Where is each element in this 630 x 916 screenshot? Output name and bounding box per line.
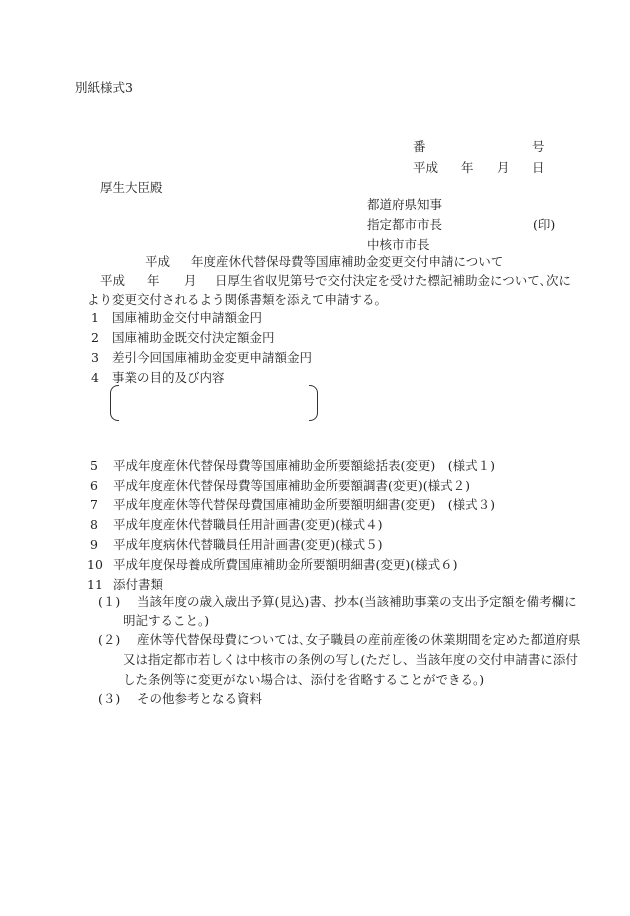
seal-mark: (印) — [533, 217, 556, 232]
item-number: 6 — [90, 478, 98, 493]
item-text: 国庫補助金既交付決定額金円 — [112, 330, 275, 345]
item-text: 事業の目的及び内容 — [112, 370, 225, 385]
attachment-text: 当該年度の歳入歳出予算(見込)書、抄本(当該補助事業の支出予定額を備考欄に — [137, 594, 577, 609]
item-text: 平成年度産休代替職員任用計画書(変更)(様式４) — [113, 517, 383, 532]
item-number: 4 — [91, 370, 99, 385]
date-era: 平成 — [413, 160, 439, 175]
item-number: 11 — [87, 577, 103, 592]
addressee: 厚生大臣殿 — [100, 180, 163, 195]
body-era: 平成 — [100, 273, 126, 288]
item-text: 平成年度産休代替保母費等国庫補助金所要額調書(変更)(様式２) — [113, 478, 471, 493]
form-label: 別紙様式3 — [75, 80, 133, 95]
number-prefix: 番 — [413, 139, 426, 154]
right-bracket — [309, 385, 318, 421]
attachment-text: 明記すること。) — [123, 613, 210, 628]
attachment-text: その他参考となる資料 — [137, 691, 263, 706]
attachment-number: (３) — [98, 691, 121, 706]
item-number: 10 — [87, 557, 103, 572]
item-number: 1 — [91, 310, 99, 325]
body-line-1: 日厚生省収児第号で交付決定を受けた標記補助金について､次に — [215, 273, 572, 288]
item-text: 国庫補助金交付申請額金円 — [112, 310, 263, 325]
document-title: 年度産休代替保母費等国庫補助金変更交付申請について — [191, 254, 504, 269]
item-text: 平成年度病休代替職員任用計画書(変更)(様式５) — [113, 537, 383, 552]
number-suffix: 号 — [532, 139, 545, 154]
attachment-number: (１) — [98, 594, 121, 609]
item-number: 3 — [91, 350, 99, 365]
item-text: 添付書類 — [113, 577, 164, 592]
item-number: 7 — [90, 497, 98, 512]
item-text: 平成年度産休等代替保母費国庫補助金所要額明細書(変更) (様式３) — [113, 497, 496, 512]
date-day: 日 — [532, 160, 545, 175]
attachment-text: した条例等に変更がない場合は、添付を省略することができる。) — [123, 672, 485, 687]
sender-prefecture: 都道府県知事 — [367, 197, 443, 212]
body-month: 月 — [184, 273, 197, 288]
item-number: 5 — [90, 458, 98, 473]
sender-core-city: 中核市市長 — [367, 237, 430, 252]
sender-designated-city: 指定都市市長 — [367, 217, 443, 232]
body-year: 年 — [147, 273, 160, 288]
item-text: 平成年度産休代替保母費等国庫補助金所要額総括表(変更) (様式１) — [113, 458, 496, 473]
title-era: 平成 — [145, 254, 171, 269]
attachment-text: 又は指定都市若しくは中核市の条例の写し(ただし、当該年度の交付申請書に添付 — [123, 652, 578, 667]
body-line-2: より変更交付されるよう関係書類を添えて申請する。 — [87, 292, 388, 307]
item-text: 平成年度保母養成所費国庫補助金所要額明細書(変更)(様式６) — [113, 557, 458, 572]
attachment-text: 産休等代替保母費については､女子職員の産前産後の休業期間を定めた都道府県 — [137, 632, 581, 647]
date-year: 年 — [461, 160, 474, 175]
item-number: 2 — [91, 330, 99, 345]
date-month: 月 — [497, 160, 510, 175]
item-number: 9 — [90, 537, 98, 552]
attachment-number: (２) — [98, 632, 121, 647]
left-bracket — [110, 385, 119, 421]
item-text: 差引今回国庫補助金変更申請額金円 — [112, 350, 313, 365]
item-number: 8 — [90, 517, 98, 532]
